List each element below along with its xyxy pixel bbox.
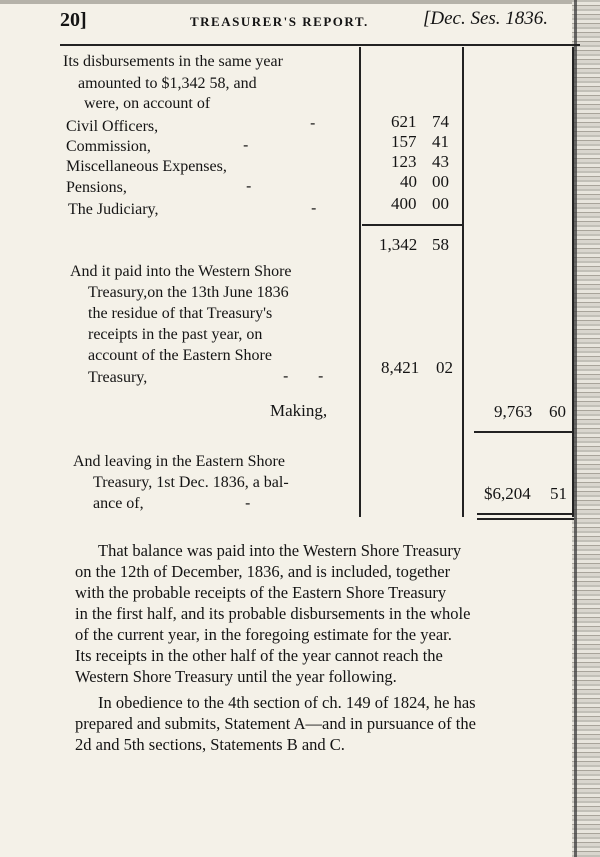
leader-dash: - xyxy=(310,113,316,132)
payment-line: the residue of that Treasury's xyxy=(88,305,273,322)
paragraph-line: Western Shore Treasury until the year following. xyxy=(75,667,397,686)
disbursement-item-label: Commission, xyxy=(66,138,151,155)
column-rule-1 xyxy=(359,47,361,517)
balance-line: ance of, xyxy=(93,495,144,512)
page-number: 20] xyxy=(60,9,87,31)
leader-dash: - xyxy=(245,493,251,512)
paragraph-line: in the first half, and its probable disbursements in the whole xyxy=(75,604,471,623)
payment-line: Treasury, xyxy=(88,369,148,386)
paragraph-line: That balance was paid into the Western Shore Treasury xyxy=(98,541,462,560)
paragraph-line: 2d and 5th sections, Statements B and C. xyxy=(75,735,345,754)
balance-cents: 51 xyxy=(550,484,567,503)
leader-dash: - xyxy=(318,366,324,385)
disbursement-item-label: Pensions, xyxy=(66,179,127,196)
paragraph-line: Its receipts in the other half of the year cannot reach the xyxy=(75,646,443,665)
payment-line: And it paid into the Western Shore xyxy=(70,263,292,280)
paragraph-line: on the 12th of December, 1836, and is included, together xyxy=(75,562,451,581)
page-header xyxy=(0,6,575,36)
making-dollars: 9,763 xyxy=(494,402,533,421)
payment-cents: 02 xyxy=(436,358,453,377)
disbursement-intro-line: amounted to $1,342 58, and xyxy=(78,75,257,92)
running-title: TREASURER'S REPORT. xyxy=(190,14,369,29)
column-rule-3 xyxy=(572,47,574,517)
payment-line: Treasury,on the 13th June 1836 xyxy=(88,284,289,301)
disbursement-item-dollars: 40 xyxy=(400,172,417,191)
subtotal-rule xyxy=(362,224,462,226)
disbursement-item-label: Miscellaneous Expenses, xyxy=(66,158,227,175)
disbursement-item-cents: 00 xyxy=(432,172,449,191)
disbursement-item-cents: 74 xyxy=(432,112,449,131)
making-cents: 60 xyxy=(549,402,566,421)
disbursement-item-cents: 00 xyxy=(432,194,449,213)
column-rule-2 xyxy=(462,47,464,517)
payment-dollars: 8,421 xyxy=(381,358,420,377)
disbursement-item-dollars: 621 xyxy=(391,112,417,131)
disbursement-total-dollars: 1,342 xyxy=(379,235,418,254)
leader-dash: - xyxy=(283,366,289,385)
paragraph-line: In obedience to the 4th section of ch. 149 of 1824, he has xyxy=(98,693,476,712)
leader-dash: - xyxy=(246,176,252,195)
making-rule xyxy=(474,431,574,433)
disbursement-item-dollars: 400 xyxy=(391,194,417,213)
disbursement-intro-line: were, on account of xyxy=(84,95,211,112)
header-rule xyxy=(60,44,580,46)
making-label: Making, xyxy=(270,401,328,420)
disbursement-item-cents: 41 xyxy=(432,132,449,151)
disbursement-item-label: Civil Officers, xyxy=(66,118,159,135)
session-date: [Dec. Ses. 1836. xyxy=(423,8,549,29)
payment-line: account of the Eastern Shore xyxy=(88,347,272,364)
paragraph-line: of the current year, in the foregoing estimate for the year. xyxy=(75,625,452,644)
balance-double-rule-top xyxy=(477,513,574,515)
payment-line: receipts in the past year, on xyxy=(88,326,263,343)
disbursement-intro-line: Its disbursements in the same year xyxy=(63,53,283,70)
disbursement-item-dollars: 157 xyxy=(391,132,417,151)
balance-dollars: $6,204 xyxy=(484,484,531,503)
leader-dash: - xyxy=(311,198,317,217)
top-edge-rule xyxy=(0,0,575,4)
leader-dash: - xyxy=(243,135,249,154)
disbursement-item-dollars: 123 xyxy=(391,152,417,171)
binding-edge-line xyxy=(574,0,577,857)
balance-double-rule-bottom xyxy=(477,518,574,520)
disbursement-item-label: The Judiciary, xyxy=(68,201,159,218)
paragraph-line: prepared and submits, Statement A—and in pursuance of the xyxy=(75,714,476,733)
paragraph-line: with the probable receipts of the Eastern Shore Treasury xyxy=(75,583,447,602)
balance-line: Treasury, 1st Dec. 1836, a bal- xyxy=(93,474,289,491)
disbursement-total-cents: 58 xyxy=(432,235,449,254)
balance-line: And leaving in the Eastern Shore xyxy=(73,453,285,470)
disbursement-item-cents: 43 xyxy=(432,152,449,171)
